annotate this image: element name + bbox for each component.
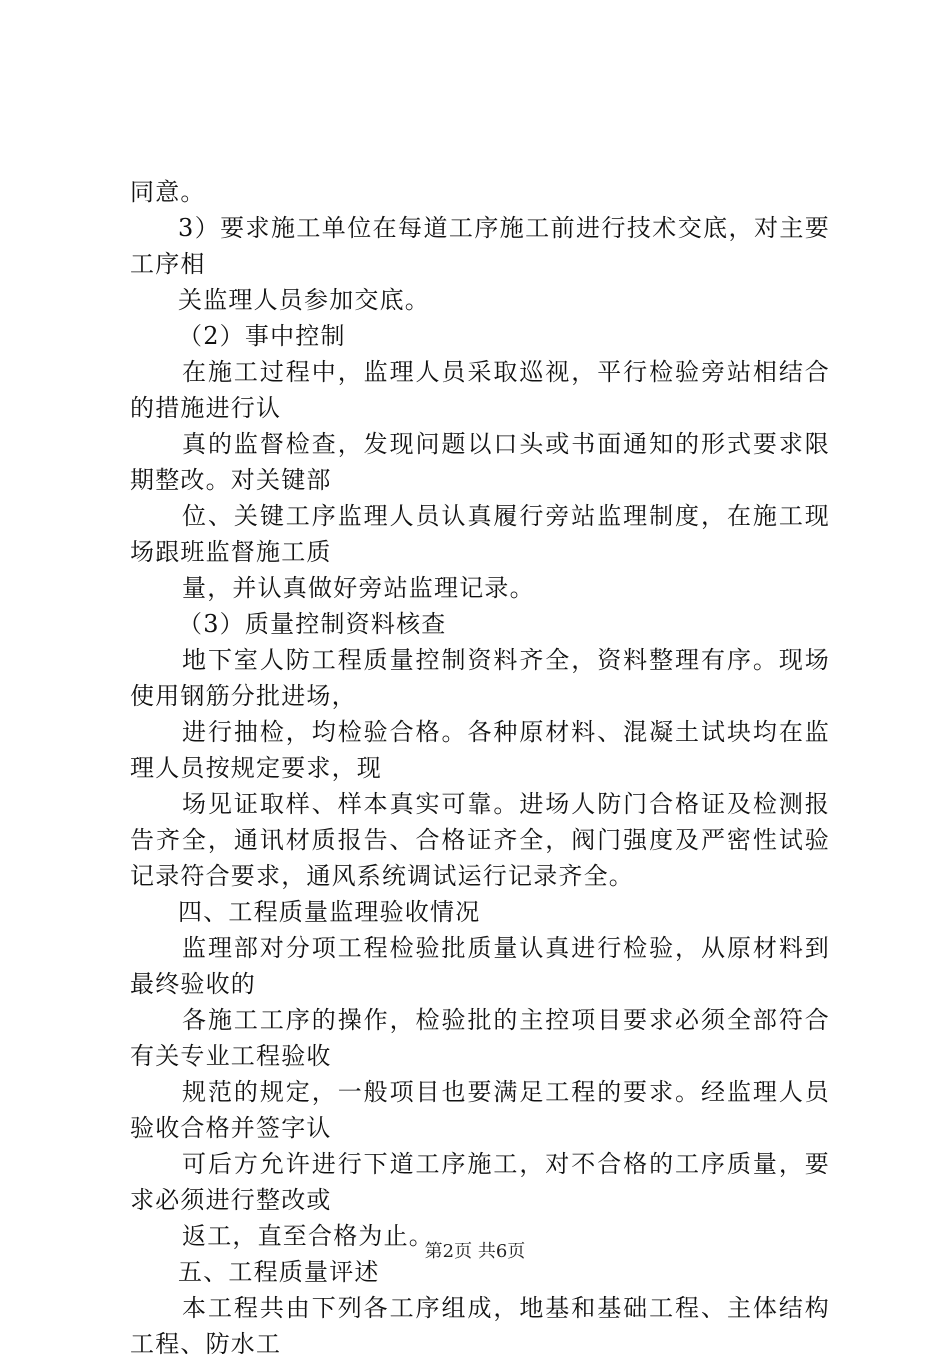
document-body bbox=[130, 174, 830, 1362]
text-line: 地下室人防工程质量控制资料齐全，资料整理有序。现场 bbox=[182, 646, 830, 674]
text-line: 期整改。对关键部 bbox=[130, 466, 332, 494]
text-line: 工序相 bbox=[130, 250, 206, 278]
text-line: 的措施进行认 bbox=[130, 394, 282, 422]
text-line: 可后方允许进行下道工序施工，对不合格的工序质量，要 bbox=[182, 1150, 830, 1178]
text-line: 规范的规定，一般项目也要满足工程的要求。经监理人员 bbox=[182, 1078, 830, 1106]
text-line: 位、关键工序监理人员认真履行旁站监理制度，在施工现 bbox=[182, 502, 830, 530]
text-line: 工程、防水工 bbox=[130, 1330, 282, 1358]
text-line: 本工程共由下列各工序组成，地基和基础工程、主体结构 bbox=[182, 1294, 830, 1322]
text-line: 3）要求施工单位在每道工序施工前进行技术交底，对主要 bbox=[178, 214, 830, 242]
text-line: 验收合格并签字认 bbox=[130, 1114, 332, 1142]
text-line: 真的监督检查，发现问题以口头或书面通知的形式要求限 bbox=[182, 430, 830, 458]
text-line: 理人员按规定要求，现 bbox=[130, 754, 382, 782]
text-line: （3）质量控制资料核查 bbox=[178, 610, 447, 638]
text-line: 在施工过程中，监理人员采取巡视，平行检验旁站相结合 bbox=[182, 358, 830, 386]
text-line: 五、工程质量评述 bbox=[178, 1258, 380, 1286]
text-line: 场见证取样、样本真实可靠。进场人防门合格证及检测报 bbox=[182, 790, 830, 818]
text-line: 四、工程质量监理验收情况 bbox=[178, 898, 481, 926]
text-line: 同意。 bbox=[130, 178, 206, 206]
text-line: 关监理人员参加交底。 bbox=[178, 286, 430, 314]
text-line: 各施工工序的操作，检验批的主控项目要求必须全部符合 bbox=[182, 1006, 830, 1034]
text-line: 监理部对分项工程检验批质量认真进行检验，从原材料到 bbox=[182, 934, 830, 962]
text-line: （2）事中控制 bbox=[178, 322, 346, 350]
text-line: 量，并认真做好旁站监理记录。 bbox=[182, 574, 535, 602]
text-line: 有关专业工程验收 bbox=[130, 1042, 332, 1070]
text-line: 求必须进行整改或 bbox=[130, 1186, 332, 1214]
text-line: 使用钢筋分批进场， bbox=[130, 682, 357, 710]
text-line: 最终验收的 bbox=[130, 970, 256, 998]
text-line: 进行抽检，均检验合格。各种原材料、混凝土试块均在监 bbox=[182, 718, 830, 746]
text-line: 返工，直至合格为止。 bbox=[182, 1222, 434, 1250]
text-line: 告齐全，通讯材质报告、合格证齐全，阀门强度及严密性试验 bbox=[130, 826, 830, 854]
page-footer: 第2页 共6页 bbox=[424, 1241, 526, 1262]
text-line: 记录符合要求，通风系统调试运行记录齐全。 bbox=[130, 862, 634, 890]
text-line: 场跟班监督施工质 bbox=[130, 538, 332, 566]
